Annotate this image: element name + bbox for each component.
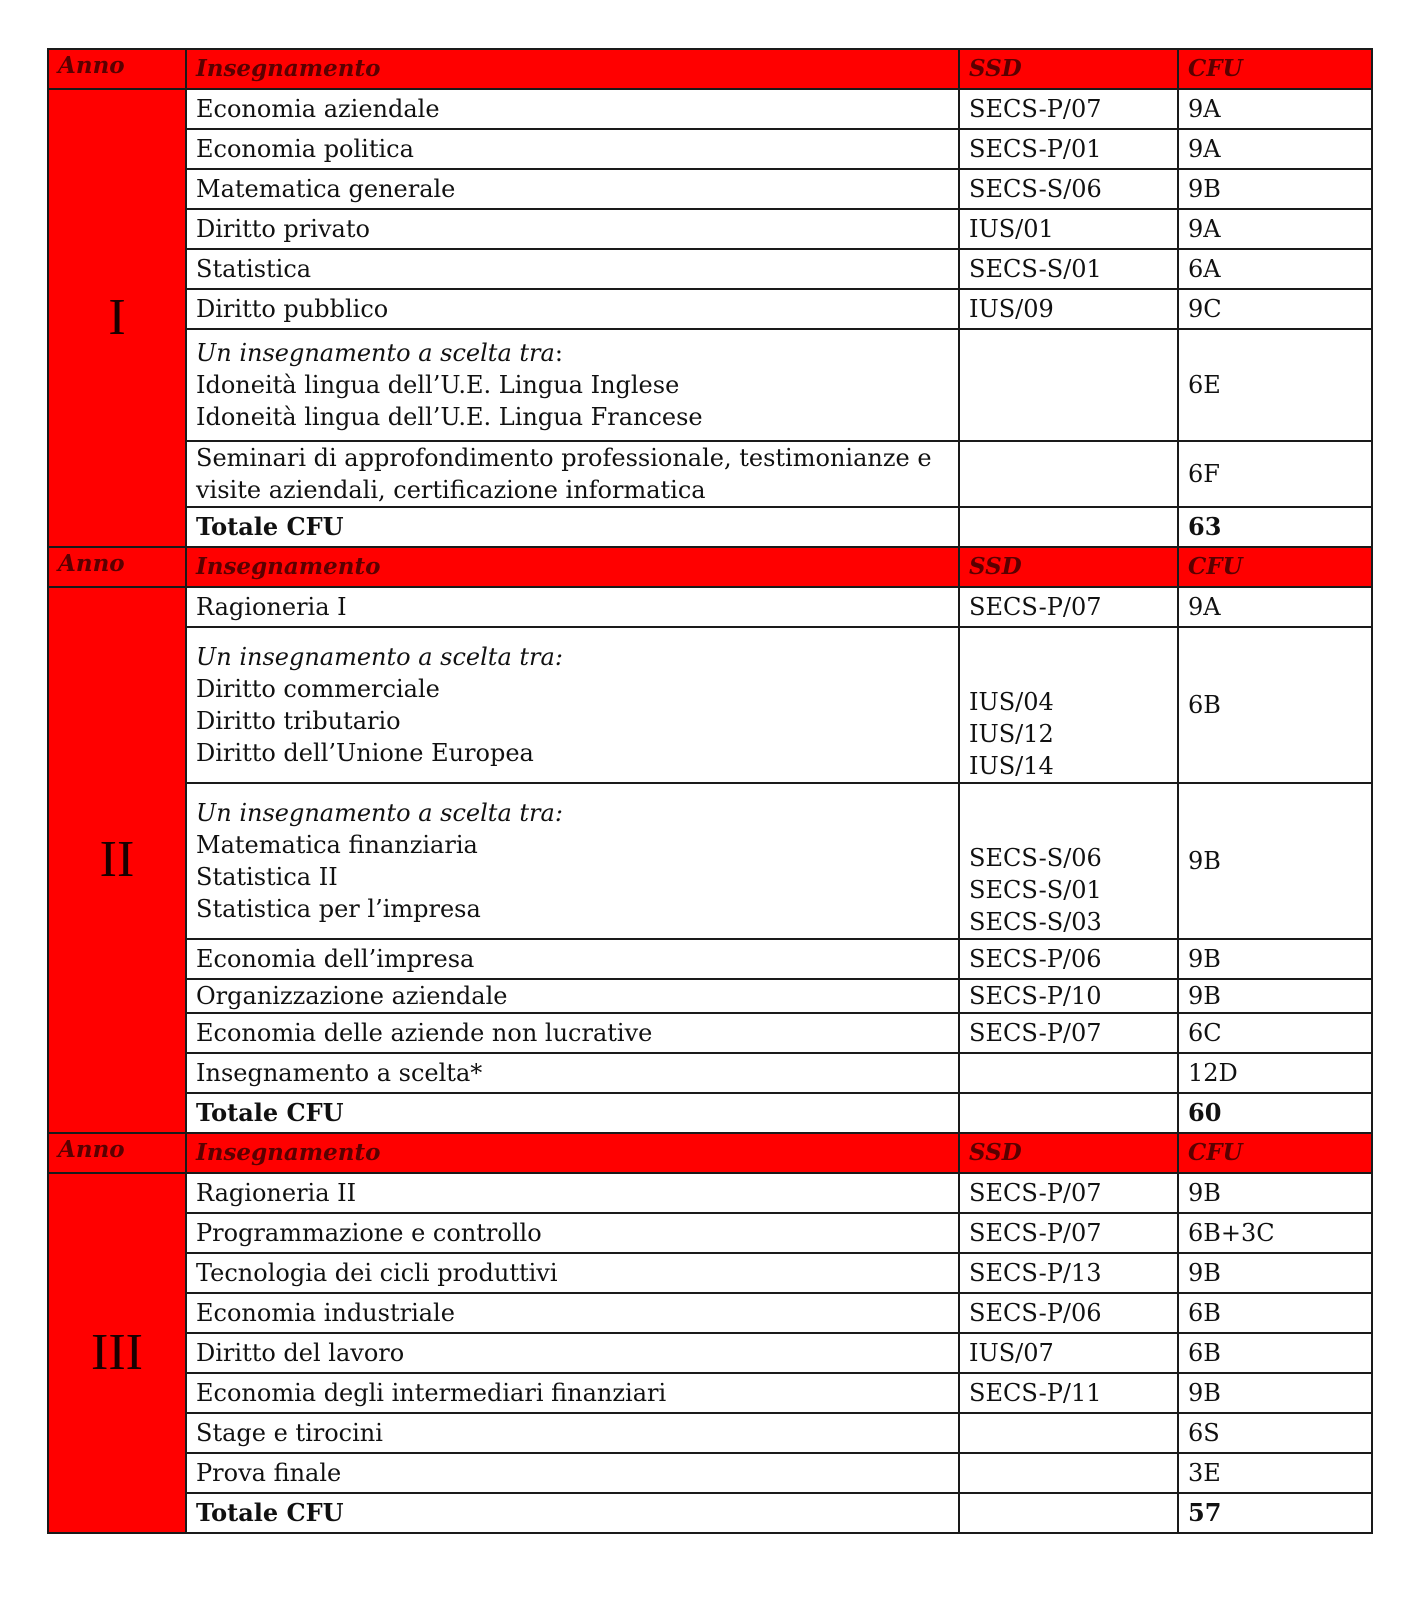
choice-ssd: IUS/04 bbox=[969, 688, 1054, 716]
seminari-line: visite aziendali, certificazione informatica bbox=[196, 476, 706, 504]
choice-option: Diritto tributario bbox=[196, 707, 401, 735]
choice-option: Diritto commerciale bbox=[196, 675, 440, 703]
total-value: 63 bbox=[1178, 507, 1372, 547]
course-name: Matematica generale bbox=[186, 169, 959, 209]
header-insegnamento: Insegnamento bbox=[186, 49, 959, 89]
table-row bbox=[48, 1293, 1372, 1333]
course-ssd: SECS-P/06 bbox=[959, 939, 1178, 979]
header-insegnamento: Insegnamento bbox=[186, 547, 959, 587]
total-label: Totale CFU bbox=[186, 507, 959, 547]
course-ssd bbox=[959, 1053, 1178, 1093]
table-row bbox=[48, 587, 1372, 627]
course-name: Economia politica bbox=[186, 129, 959, 169]
total-value: 60 bbox=[1178, 1093, 1372, 1133]
table-header-row bbox=[48, 547, 1372, 587]
course-choice bbox=[186, 627, 959, 783]
course-name: Prova finale bbox=[186, 1453, 959, 1493]
table-row-choice bbox=[48, 783, 1372, 939]
choice-option: Idoneità lingua dell’U.E. Lingua Inglese bbox=[196, 371, 680, 399]
choice-ssd: SECS-S/01 bbox=[969, 876, 1102, 904]
choice-intro-suffix: : bbox=[554, 339, 563, 367]
choice-intro: Un insegnamento a scelta tra: bbox=[196, 643, 563, 671]
course-ssd: IUS/01 bbox=[959, 209, 1178, 249]
table-row bbox=[48, 1413, 1372, 1453]
table-row bbox=[48, 1253, 1372, 1293]
table-row bbox=[48, 89, 1372, 129]
choice-option: Statistica II bbox=[196, 863, 338, 891]
course-name: Organizzazione aziendale bbox=[186, 979, 959, 1013]
total-ssd bbox=[959, 1093, 1178, 1133]
table-row bbox=[48, 939, 1372, 979]
table-row bbox=[48, 1173, 1372, 1213]
header-anno: Anno bbox=[48, 547, 186, 587]
choice-ssd: IUS/12 bbox=[969, 720, 1054, 748]
table-row bbox=[48, 1213, 1372, 1253]
year-label: II bbox=[48, 587, 186, 1133]
study-plan-page bbox=[47, 48, 1371, 1534]
course-name: Ragioneria I bbox=[186, 587, 959, 627]
course-ssd: SECS-P/07 bbox=[959, 89, 1178, 129]
table-row-choice bbox=[48, 329, 1372, 441]
course-cfu: 6B+3C bbox=[1178, 1213, 1372, 1253]
course-cfu: 6A bbox=[1178, 249, 1372, 289]
choice-ssd: IUS/14 bbox=[969, 752, 1054, 780]
table-header-row bbox=[48, 49, 1372, 89]
course-cfu: 9A bbox=[1178, 129, 1372, 169]
course-name bbox=[186, 441, 959, 507]
choice-intro: Un insegnamento a scelta tra: bbox=[196, 799, 563, 827]
header-ssd: SSD bbox=[959, 49, 1178, 89]
course-cfu: 9B bbox=[1178, 783, 1372, 939]
table-row-seminari bbox=[48, 441, 1372, 507]
table-row bbox=[48, 1453, 1372, 1493]
course-name: Economia degli intermediari finanziari bbox=[186, 1373, 959, 1413]
course-ssd: SECS-S/06 bbox=[959, 169, 1178, 209]
total-row bbox=[48, 1093, 1372, 1133]
course-cfu: 6E bbox=[1178, 329, 1372, 441]
course-ssd: SECS-P/06 bbox=[959, 1293, 1178, 1333]
course-ssd: SECS-S/01 bbox=[959, 249, 1178, 289]
course-name: Insegnamento a scelta* bbox=[186, 1053, 959, 1093]
course-ssd: SECS-P/07 bbox=[959, 1173, 1178, 1213]
course-cfu: 6F bbox=[1178, 441, 1372, 507]
course-cfu: 9B bbox=[1178, 169, 1372, 209]
course-name: Tecnologia dei cicli produttivi bbox=[186, 1253, 959, 1293]
course-name: Economia industriale bbox=[186, 1293, 959, 1333]
table-row bbox=[48, 169, 1372, 209]
table-row-choice bbox=[48, 627, 1372, 783]
course-ssd-list bbox=[959, 627, 1178, 783]
table-row bbox=[48, 979, 1372, 1013]
header-cfu: CFU bbox=[1178, 49, 1372, 89]
course-choice bbox=[186, 783, 959, 939]
header-ssd: SSD bbox=[959, 1133, 1178, 1173]
course-name: Programmazione e controllo bbox=[186, 1213, 959, 1253]
course-name: Economia aziendale bbox=[186, 89, 959, 129]
course-ssd bbox=[959, 1413, 1178, 1453]
course-ssd: SECS-P/10 bbox=[959, 979, 1178, 1013]
course-cfu: 9B bbox=[1178, 1373, 1372, 1413]
header-ssd: SSD bbox=[959, 547, 1178, 587]
choice-option: Statistica per l’impresa bbox=[196, 895, 481, 923]
course-name: Diritto privato bbox=[186, 209, 959, 249]
course-cfu: 6S bbox=[1178, 1413, 1372, 1453]
course-ssd-list bbox=[959, 783, 1178, 939]
header-insegnamento: Insegnamento bbox=[186, 1133, 959, 1173]
total-row bbox=[48, 1493, 1372, 1533]
year-label: I bbox=[48, 89, 186, 547]
course-name: Diritto pubblico bbox=[186, 289, 959, 329]
course-cfu: 9A bbox=[1178, 89, 1372, 129]
course-ssd: IUS/07 bbox=[959, 1333, 1178, 1373]
course-ssd: SECS-P/07 bbox=[959, 1013, 1178, 1053]
course-cfu: 9B bbox=[1178, 1253, 1372, 1293]
course-cfu: 6B bbox=[1178, 627, 1372, 783]
course-cfu: 9B bbox=[1178, 979, 1372, 1013]
choice-intro: Un insegnamento a scelta tra bbox=[196, 339, 555, 367]
course-cfu: 6C bbox=[1178, 1013, 1372, 1053]
course-ssd: SECS-P/13 bbox=[959, 1253, 1178, 1293]
table-row bbox=[48, 129, 1372, 169]
course-choice bbox=[186, 329, 959, 441]
total-ssd bbox=[959, 1493, 1178, 1533]
course-name: Statistica bbox=[186, 249, 959, 289]
course-cfu: 6B bbox=[1178, 1333, 1372, 1373]
course-name: Diritto del lavoro bbox=[186, 1333, 959, 1373]
seminari-line: Seminari di approfondimento professionale, testimonianze e bbox=[196, 444, 932, 472]
course-cfu: 9A bbox=[1178, 587, 1372, 627]
header-anno: Anno bbox=[48, 49, 186, 89]
course-name: Stage e tirocini bbox=[186, 1413, 959, 1453]
table-row bbox=[48, 249, 1372, 289]
course-cfu: 9B bbox=[1178, 939, 1372, 979]
course-name: Economia delle aziende non lucrative bbox=[186, 1013, 959, 1053]
course-ssd bbox=[959, 441, 1178, 507]
header-cfu: CFU bbox=[1178, 1133, 1372, 1173]
table-row bbox=[48, 1053, 1372, 1093]
table-header-row bbox=[48, 1133, 1372, 1173]
study-plan-table bbox=[47, 48, 1373, 1534]
course-cfu: 3E bbox=[1178, 1453, 1372, 1493]
course-ssd bbox=[959, 329, 1178, 441]
total-ssd bbox=[959, 507, 1178, 547]
header-cfu: CFU bbox=[1178, 547, 1372, 587]
course-cfu: 9C bbox=[1178, 289, 1372, 329]
total-row bbox=[48, 507, 1372, 547]
course-ssd bbox=[959, 1453, 1178, 1493]
header-anno: Anno bbox=[48, 1133, 186, 1173]
table-row bbox=[48, 1013, 1372, 1053]
course-cfu: 9A bbox=[1178, 209, 1372, 249]
table-row bbox=[48, 209, 1372, 249]
total-value: 57 bbox=[1178, 1493, 1372, 1533]
choice-option: Matematica finanziaria bbox=[196, 831, 478, 859]
course-ssd: SECS-P/07 bbox=[959, 587, 1178, 627]
table-row bbox=[48, 289, 1372, 329]
course-ssd: SECS-P/11 bbox=[959, 1373, 1178, 1413]
course-name: Economia dell’impresa bbox=[186, 939, 959, 979]
total-label: Totale CFU bbox=[186, 1493, 959, 1533]
course-cfu: 6B bbox=[1178, 1293, 1372, 1333]
course-ssd: SECS-P/01 bbox=[959, 129, 1178, 169]
table-row bbox=[48, 1333, 1372, 1373]
course-cfu: 9B bbox=[1178, 1173, 1372, 1213]
choice-ssd: SECS-S/06 bbox=[969, 844, 1102, 872]
table-row bbox=[48, 1373, 1372, 1413]
course-ssd: SECS-P/07 bbox=[959, 1213, 1178, 1253]
choice-option: Idoneità lingua dell’U.E. Lingua Francese bbox=[196, 403, 703, 431]
year-label: III bbox=[48, 1173, 186, 1533]
choice-ssd: SECS-S/03 bbox=[969, 908, 1102, 936]
total-label: Totale CFU bbox=[186, 1093, 959, 1133]
course-cfu: 12D bbox=[1178, 1053, 1372, 1093]
course-name: Ragioneria II bbox=[186, 1173, 959, 1213]
course-ssd: IUS/09 bbox=[959, 289, 1178, 329]
choice-option: Diritto dell’Unione Europea bbox=[196, 739, 534, 767]
